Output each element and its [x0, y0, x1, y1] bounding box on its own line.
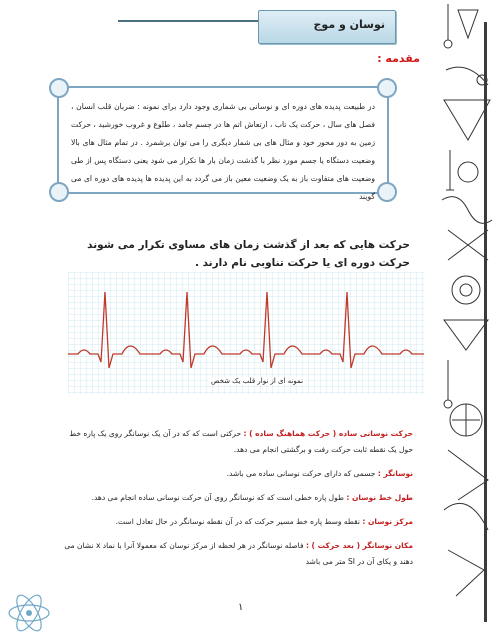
- scroll-curl-icon: [49, 182, 69, 202]
- term-label: نوسانگر :: [377, 469, 413, 478]
- term-text: حرکتی است که که در آن یک نوسانگر روی یک پاره خط حول یک نقطه ثابت حرکت رفت و برگشتی انجام می دهد.: [69, 429, 413, 454]
- ecg-figure: [68, 272, 424, 394]
- periodic-motion-definition: حرکت هایی که بعد از گذشت زمان های مساوی تکرار می شوند حرکت دوره ای یا حرکت تناوبی نام دارند .: [87, 239, 410, 269]
- term-item: [58, 490, 413, 506]
- chapter-banner: [258, 10, 396, 44]
- term-text: طول پاره خطی است که که نوسانگر روی آن حرکت نوسانی ساده انجام می دهد.: [91, 493, 347, 502]
- term-label: مرکز نوسان :: [362, 517, 413, 526]
- term-item: [58, 538, 413, 570]
- term-label: طول خط نوسان :: [346, 493, 413, 502]
- term-text: فاصله نوسانگر در هر لحظه از مرکز نوسان که معمولا آنرا با نماد x نشان می دهند و یکای آن در SI متر می باشد: [64, 541, 413, 566]
- scroll-curl-icon: [377, 182, 397, 202]
- term-item: [58, 514, 413, 530]
- ecg-chart: [68, 272, 424, 394]
- scroll-curl-icon: [49, 78, 69, 98]
- term-label: حرکت نوسانی ساده ( حرکت هماهنگ ساده ) :: [243, 429, 413, 438]
- term-item: [58, 426, 413, 458]
- term-label: مکان نوسانگر ( بعد حرکت ) :: [305, 541, 413, 550]
- intro-scroll-box: [57, 86, 389, 201]
- physics-illustration-strip: [438, 0, 496, 642]
- atom-icon: [6, 590, 52, 636]
- header-rule: [118, 20, 260, 22]
- term-item: [58, 466, 413, 482]
- page-number: ۱: [238, 602, 244, 613]
- chapter-title: نوسان و موج: [313, 18, 385, 31]
- term-text: جسمی که دارای حرکت نوسانی ساده می باشد.: [226, 469, 378, 478]
- scroll-curl-icon: [377, 78, 397, 98]
- intro-heading: مقدمه :: [377, 52, 420, 65]
- term-text: نقطه وسط پاره خط مسیر حرکت که در آن نقطه نوسانگر در حال تعادل است.: [115, 517, 363, 526]
- intro-text: در طبیعت پدیده های دوره ای و نوسانی بی شماری وجود دارد برای نمونه : ضربان قلب انسان ، فصل های سال ، حرکت یک تاب ، ارتعاش اتم ها در جسم جامد ، طلوع و غروب خورشید ، حرکت زمین به دور محور خود و مثال های بی شمار دیگری را می توان برشمرد . در تمام مثال های بالا وضعیت دستگاه یا جسم مورد نظر با گذشت زمان بار ها تکرار می شود یعنی دستگاه پس از طی وضعیت های متفاوت باز به یک وضعیت معین باز می گردد به این پدیده ها پدیده های دوره ای می گویند: [71, 102, 375, 201]
- figure-caption: نمونه ای از نوار قلب یک شخص: [208, 377, 306, 385]
